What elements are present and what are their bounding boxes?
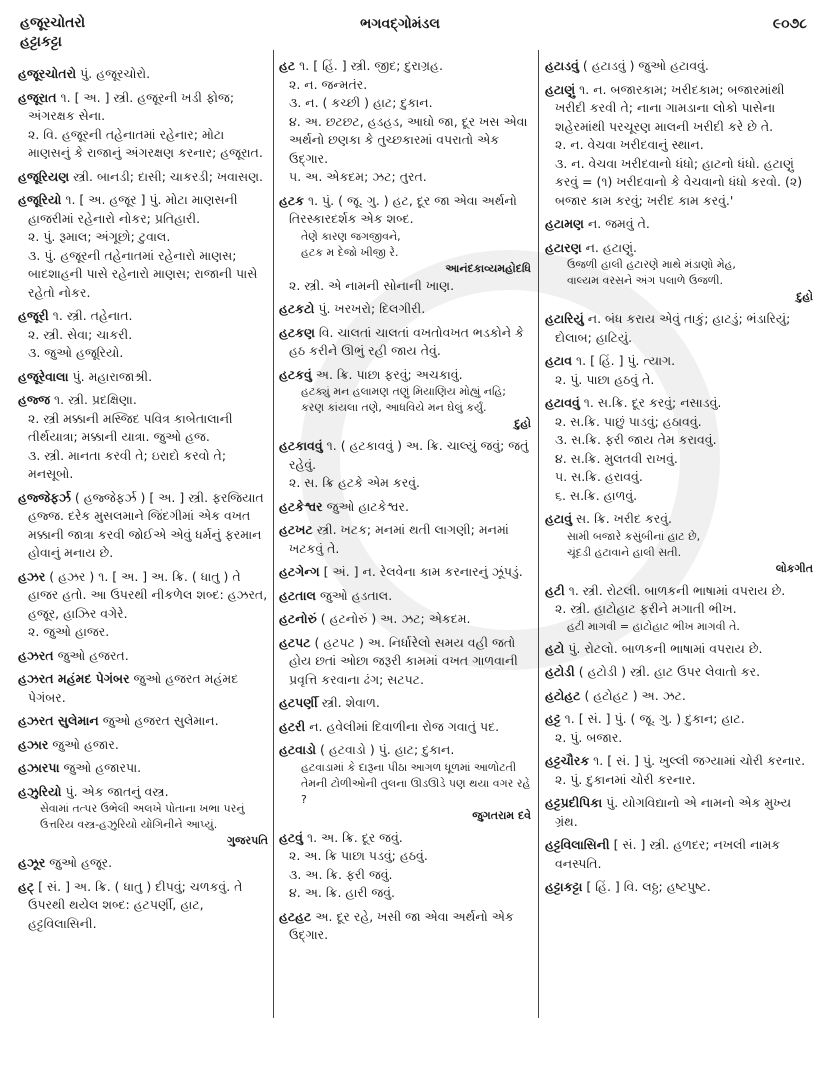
dictionary-entry: [279, 694, 531, 713]
entry-definition: [279, 324, 531, 361]
quotation-source: આનંદકાવ્યમહોદધિ: [445, 261, 531, 275]
definition-text: ( હટનોરું ) અ. ઝટ; એકદમ.: [320, 611, 471, 626]
sense-line: ૨. સ. ક્રિ હટકે એમ કરવું.: [289, 475, 420, 490]
entry-definition: [545, 310, 813, 347]
entry-definition: [279, 57, 531, 76]
dictionary-entry: [545, 752, 813, 789]
definition-text: ૧. અ. ક્રિ. દૂર જવું.: [306, 829, 403, 845]
dictionary-entry: [279, 366, 531, 433]
headword: હટવાડો: [279, 742, 317, 757]
page-title: ભગવદ્ગોમંડલ: [360, 16, 440, 32]
dictionary-entry: [18, 65, 268, 84]
entry-definition: [545, 878, 813, 897]
headword: હઝારપા: [18, 760, 60, 775]
definition-text: જુઓ હડતાલ.: [319, 587, 393, 603]
definition-text: ( હટવાડો ) પું. હાટ; દુકાન.: [320, 742, 455, 757]
definition-text: ૧. પું. ( જૂ. ગુ. ) હટ, દૂર જા એવા અર્થનો તિરસ્કારદર્શક એક શબ્દ.: [289, 192, 517, 226]
sense-line: ૨. સ.ક્રિ. પાછું પાડવું; હઠાવવું.: [555, 413, 702, 429]
dictionary-entry: [545, 57, 813, 76]
entry-definition: [279, 587, 531, 606]
definition-text: [ હિં. ] વિ. લઠ્ઠ; હષ્ટપુષ્ટ.: [586, 879, 711, 894]
headword: હજૂરાત: [18, 89, 57, 105]
definition-text: ૧. [ અ. હજૂર ] પું. મોટા માણસની હાજરીમાં રહેનારો નોકર; પ્રતિહારી.: [28, 192, 238, 226]
dictionary-entry: [279, 634, 531, 690]
dictionary-entry: [545, 215, 813, 234]
headword: હઝરત મહંમદ પેગંબર: [18, 671, 130, 686]
dictionary-entry: [18, 391, 268, 484]
definition-text: ૧. સ્ત્રી. તહેનાત.: [52, 308, 133, 323]
guide-word-last: હટ્ટાકટ્ટા: [20, 34, 62, 50]
page-number: ૯૦૭૮: [772, 16, 807, 32]
column-2: [279, 52, 531, 1062]
entry-definition: [279, 741, 531, 760]
headword: હઝાર: [18, 736, 49, 752]
sense-line: ૩. ન. વેચવા ખરીદવાનો ધંધો; હાટનો ધંધો. હટાણું કરવું = (૧) ખરીદવાનો કે વેચવાનો ધંધો કરવો. (૨) બજાર કામ કરવું; ખરીદ કામ કરવું.': [555, 155, 803, 208]
definition-text: ન. હટાણું.: [585, 239, 637, 255]
definition-text: ( હટોહટ ) અ. ઝટ.: [584, 687, 686, 703]
dictionary-entry: [279, 908, 531, 945]
entry-definition: [545, 794, 813, 831]
entry-definition: [545, 510, 813, 529]
sense-line: ૩. સ્ત્રી. માનતા કરવી તે; ઇરાદો કરવો તે; મનસૂબો.: [28, 447, 227, 481]
entry-definition: [18, 878, 268, 934]
quotation-source: દુહો: [514, 417, 531, 430]
quotation-line: તેણે કારણ જગજીવને,: [301, 229, 401, 243]
headword: હટારિયું: [545, 311, 584, 326]
sense-line: ૫. અ. એકદમ; ઝટ; તુરત.: [289, 169, 427, 184]
definition-text: [ અં. ] ન. રેલવેના કામ કરનારનું ઝૂંપડું.: [323, 564, 523, 579]
sense-line: ૨. પું. બજાર.: [555, 729, 623, 745]
definition-text: ૧. સ્ત્રી. રોટલી. બાળકની ભાષામાં વપરાય છે.: [568, 582, 786, 598]
dictionary-entry: [18, 89, 268, 163]
headword: હટરી: [279, 718, 306, 734]
headword: હજૂરેવાલા: [18, 368, 69, 384]
headword: હટાવવું: [545, 395, 580, 410]
headword: હજ્જેફર્ઝ: [18, 489, 71, 505]
definition-text: જુઓ હજરત.: [57, 647, 129, 663]
headword: હટકવું: [279, 366, 312, 382]
quotation-source: જુગતરામ દવે: [472, 808, 531, 822]
dictionary-entry: [545, 394, 813, 505]
headword: હટાવ: [545, 353, 573, 368]
entry-definition: [18, 712, 268, 731]
definition-text: ૧. સ્ત્રી. પ્રદક્ષિણા.: [54, 392, 137, 407]
definition-text: [ સં. ] અ. ક્રિ. ( ધાતુ ) દીપવું; ચળકવું. તે ઉપરથી થયેલ શબ્દ: હટપર્ણી, હાટ, હટ્ટવિલાસિની.: [28, 878, 243, 931]
definition-text: ૧. સ.ક્રિ. દૂર કરવું; નસાડવું.: [583, 395, 722, 410]
dictionary-entry: [18, 670, 268, 707]
entry-definition: [545, 57, 813, 76]
dictionary-entry: [545, 663, 813, 682]
headword: હટ્ટચૌરક: [545, 753, 590, 768]
column-divider: [273, 50, 274, 1018]
entry-definition: [279, 610, 531, 629]
definition-text: પું. યોગવિદ્યાનો એ નામનો એક મુખ્ય ગ્રંથ.: [555, 795, 792, 829]
definition-text: જુઓ હજારપા.: [63, 760, 142, 775]
entry-definition: [279, 634, 531, 690]
definition-text: ન. બંધ કરાય એવું તાકું; હાટડું; ભંડારિયું; દોલાબ; હાટિયું.: [555, 311, 791, 345]
dictionary-entry: [279, 192, 531, 296]
entry-definition: [18, 65, 268, 84]
dictionary-entry: [18, 854, 268, 873]
headword: હજૂરિયો: [18, 192, 62, 207]
quotation-line: કરણ કાંયલા તણે, આધવિયે મન ઘેલું કર્યું.: [301, 401, 487, 414]
column-3: [545, 52, 813, 1062]
headword: હટવું: [279, 829, 303, 845]
headword: હઝૂર: [18, 855, 46, 870]
dictionary-entry: [545, 239, 813, 306]
dictionary-entry: [545, 582, 813, 635]
headword: હટકેશ્વર: [279, 498, 323, 514]
definition-text: [ સં. ] સ્ત્રી. હળદર; નખલી નામક વનસ્પતિ.: [555, 837, 781, 871]
definition-text: સ્ત્રી. ખટક; મનમાં થતી લાગણી; મનમાં ખટકવું તે.: [289, 522, 509, 556]
definition-text: અ. ક્રિ. પાછા ફરવું; અચકાવું.: [315, 366, 463, 382]
entry-definition: [18, 568, 268, 624]
entry-definition: [18, 191, 268, 228]
dictionary-entry: [279, 563, 531, 582]
dictionary-entry: [545, 687, 813, 706]
headword: હટકટો: [279, 301, 315, 316]
headword: હટપટ: [279, 634, 311, 650]
dictionary-entry: [279, 587, 531, 606]
dictionary-entry: [18, 368, 268, 387]
quotation-line: સામી બજારે કસુંબીનાં હાટ છે,: [567, 529, 701, 543]
dictionary-entry: [279, 437, 531, 493]
entry-definition: [18, 368, 268, 387]
definition-text: પું. એક જાતનું વસ્ત્ર.: [65, 783, 169, 799]
entry-definition: [545, 663, 813, 682]
entry-definition: [279, 563, 531, 582]
dictionary-entry: [18, 568, 268, 642]
quotation-source: દુહો: [796, 290, 813, 303]
entry-definition: [18, 670, 268, 707]
entry-definition: [279, 192, 531, 229]
sense-line: ૨. સ્ત્રી. સેવા; ચાકરી.: [28, 326, 133, 342]
dictionary-entry: [18, 168, 268, 187]
definition-text: ૧. [ હિં. ] પું. ત્યાગ.: [576, 353, 676, 368]
sense-line: ૩. જુઓ હજૂરિયો.: [28, 345, 124, 360]
sense-line: ૨. અ. ક્રિ પાછા પડવું; હઠવું.: [289, 848, 428, 863]
dictionary-entry: [18, 191, 268, 302]
headword: હટો: [545, 640, 565, 656]
definition-text: ૧. [ સં. ] પું. ખુલ્લી જગ્યામાં ચોરી કરનાર.: [593, 753, 806, 768]
entry-definition: [545, 836, 813, 873]
dictionary-entry: [18, 736, 268, 755]
dictionary-entry: [545, 352, 813, 389]
headword: હટ્: [18, 878, 35, 894]
entry-definition: [279, 694, 531, 713]
entry-definition: [18, 391, 268, 410]
headword: હઝરત: [18, 647, 54, 663]
headword: હટોહટ: [545, 687, 581, 703]
entry-definition: [545, 640, 813, 659]
dictionary-entry: [279, 829, 531, 903]
headword: હટકાવવું: [279, 438, 323, 453]
headword: હટક: [279, 192, 304, 208]
sense-line: ૪. અ. ક્રિ. હારી જવું.: [289, 885, 395, 900]
entry-definition: [279, 829, 531, 848]
definition-text: ( હટપટ ) અ. નિર્ધારેલો સમય વહી જતો હોય છતાં ઓછા જરૂરી કામમાં વખત ગાળવાની પ્રવૃત્તિ કરવાના ઢંગ; સટપટ.: [289, 634, 518, 687]
dictionary-entry: [545, 640, 813, 659]
definition-text: ૧. ( હટકાવવું ) અ. ક્રિ. ચાલ્યું જવું; જતું રહેવું.: [289, 438, 529, 472]
headword: હટ્ટ: [545, 711, 561, 726]
entry-definition: [18, 736, 268, 755]
definition-text: પું. હજૂરચોરો.: [80, 66, 151, 81]
definition-text: સ્ત્રી. શેવાળ.: [321, 695, 380, 710]
entry-definition: [279, 521, 531, 558]
headword: હટોડી: [545, 664, 575, 679]
headword: હટપર્ણી: [279, 695, 318, 710]
definition-text: ૧. ન. બજારકામ; ખરીદકામ; બજારમાંથી ખરીદી કરવી તે; નાના ગામડાના લોકો પાસેના શહેરમાંથી પરચૂરણ માલની ખરીદી કરે છે તે.: [555, 81, 785, 134]
dictionary-entry: [545, 794, 813, 831]
headword: હજ્જ: [18, 392, 51, 407]
entry-definition: [279, 366, 531, 385]
entry-definition: [18, 783, 268, 802]
column-1: [18, 60, 268, 1070]
quotation-line: હટક મ દેજો ખીજી રે.: [301, 245, 399, 259]
definition-text: ( હટાડવું ) જુઓ હટાવવું.: [582, 58, 709, 73]
guide-word-first: હજૂરચોતરો: [20, 15, 86, 31]
definition-text: પું. રોટલો. બાળકની ભાષામાં વપરાય છે.: [568, 640, 763, 656]
entry-definition: [18, 168, 268, 187]
quotation-line: હટી માગવી = હાટોહાટ ભીખ માગવી તે.: [567, 619, 740, 633]
dictionary-entry: [545, 878, 813, 897]
entry-definition: [18, 89, 268, 126]
sense-line: ૫. સ.ક્રિ. હરાવવું.: [555, 469, 643, 484]
definition-text: જુઓ હજાર.: [52, 736, 119, 752]
definition-text: અ. દૂર રહે, ખસી જા એવા અર્થનો એક ઉદ્ગાર.: [289, 908, 514, 942]
dictionary-entry: [279, 610, 531, 629]
definition-text: પું. ખરખરો; દિલગીરી.: [318, 301, 426, 316]
dictionary-entry: [545, 510, 813, 577]
entry-definition: [545, 239, 813, 258]
dictionary-entry: [279, 324, 531, 361]
headword: હટ્ટપ્રદીપિકા: [545, 795, 603, 810]
definition-text: ( હઝર ) ૧. [ અ. ] અ. ક્રિ. ( ધાતુ ) તે હાજર હતો. આ ઉપરથી નીકળેલ શબ્દ: હઝરત, હજૂર, હાઝિર વગેરે.: [28, 568, 268, 621]
headword: હટારણ: [545, 239, 582, 255]
headword: હજૂરિયણ: [18, 168, 70, 184]
dictionary-entry: [279, 741, 531, 824]
quotation-line: વાલ્યમ વરસને અંગ પલાળે ઉજળી.: [567, 274, 723, 287]
headword: હટ્ટવિલાસિની: [545, 837, 610, 852]
sense-line: ૩. સ.ક્રિ. ફરી જાય તેમ કરાવવું.: [555, 432, 717, 447]
sense-line: ૩. પું. હજૂરની તહેનાતમાં રહેનારો માણસ; બાદશાહની પાસે રહેનારો માણસ; રાજાની પાસે રહેતો નોકર.: [28, 247, 258, 300]
entry-definition: [545, 710, 813, 729]
definition-text: ન. જમવું તે.: [587, 216, 650, 231]
headword: હટખટ: [279, 522, 313, 537]
definition-text: ૧. [ હિં. ] સ્ત્રી. જીદ; દુરાગ્રહ.: [299, 58, 443, 73]
dictionary-entry: [18, 307, 268, 363]
sense-line: ૬. સ.ક્રિ. હાળવું.: [555, 487, 638, 503]
definition-text: ( હજ્જેફર્ઝ ) [ અ. ] સ્ત્રી. ફરજિયાત હજ્જ. દરેક મુસલમાને જિંદગીમાં એક વખત મક્કાની જાત્રા કરવી જોઈએ એવું ધર્મનું ફરમાન હોવાનું મનાય છે.: [28, 489, 264, 560]
definition-text: વિ. ચાલતાં ચાલતાં વખતોવખત ભડકોને કે હઠ કરીને ઊભું રહી જાય તેવું.: [289, 324, 524, 358]
entry-definition: [545, 215, 813, 234]
headword: હટામણ: [545, 216, 584, 231]
dictionary-entry: [18, 647, 268, 666]
dictionary-entry: [545, 310, 813, 347]
entry-definition: [279, 437, 531, 474]
definition-text: જુઓ હજરત મહંમદ પેગંબર.: [28, 671, 239, 705]
definition-text: સ. ક્રિ. ખરીદ કરવું.: [576, 511, 672, 526]
quotation-line: ઉજળી હાલી હટારણે માથે મંડાણો મેહ,: [567, 258, 736, 271]
headword: હટાવું: [545, 511, 573, 526]
headword: હટતાલ: [279, 587, 316, 603]
definition-text: જુઓ હજૂર.: [49, 855, 113, 870]
column-divider: [538, 50, 539, 1018]
entry-definition: [545, 81, 813, 137]
dictionary-entry: [18, 489, 268, 563]
dictionary-entry: [279, 718, 531, 737]
headword: હટગેન્ગ: [279, 564, 320, 579]
dictionary-entry: [18, 878, 268, 934]
definition-text: સ્ત્રી. બાનડી; દાસી; ચાકરડી; ખવાસણ.: [73, 168, 264, 184]
sense-line: ૨. પું. રૂમાલ; અંગૂછો; ટુવાલ.: [28, 229, 171, 244]
definition-text: પું. મહારાજાશ્રી.: [72, 368, 153, 384]
quotation-line: ચૂંદડી હટાવાને હાલી સતી.: [567, 545, 682, 559]
headword: હજૂરી: [18, 308, 49, 323]
headword: હટ્ટાકટ્ટા: [545, 879, 583, 894]
definition-text: ૧. [ અ. ] સ્ત્રી. હજૂરની ખડી ફોજ; અંગરક્ષક સેના.: [28, 89, 235, 123]
headword: હટનોરું: [279, 611, 317, 626]
headword: હટ: [279, 58, 296, 73]
sense-line: ૪. સ.ક્રિ. મુલતવી રાખવું.: [555, 450, 678, 466]
quotation-line: હટક્યું મન હલામણ તણું મિયાણિય મોહ્યું નહિ;: [301, 385, 506, 398]
sense-line: ૨. સ્ત્રી. હાટોહાટ ફરીને મગાતી ભીખ.: [555, 601, 737, 616]
definition-text: જુઓ હાટકેશ્વર.: [326, 498, 409, 514]
sense-line: ૪. અ. છટછટ, હડહડ, આઘો જા, દૂર ખસ એવા અર્થનો છણકા કે તુચ્છકારમાં વપરાતો એક ઉદ્ગાર.: [289, 113, 528, 166]
entry-definition: [545, 752, 813, 771]
quotation-source: ગુજરપતિ: [226, 834, 268, 847]
entry-definition: [18, 489, 268, 563]
quotation-line: સેવામાં તત્પર ઉભેલી અલખે પોતાના ખભા પરનું ઉત્તરિય વસ્ત્ર-હઝુરિયો યોગિનીને આપ્યું.: [40, 802, 245, 831]
definition-text: જુઓ હજરત સુલેમાન.: [102, 713, 219, 728]
dictionary-entry: [279, 300, 531, 319]
headword: હઝર: [18, 568, 46, 584]
entry-definition: [279, 498, 531, 517]
sense-line: ૨. સ્ત્રી મક્કાની મસ્જિદ પવિત્ર કાબેતાલાની તીર્થયાત્રા; મક્કાની યાત્રા. જુઓ હજ.: [28, 410, 233, 444]
headword: હટકણ: [279, 324, 315, 340]
entry-definition: [18, 854, 268, 873]
entry-definition: [279, 718, 531, 737]
dictionary-entry: [545, 81, 813, 211]
definition-text: ૧. [ સં. ] પું. ( જૂ. ગુ. ) દુકાન; હાટ.: [564, 711, 745, 726]
dictionary-entry: [279, 498, 531, 517]
dictionary-entry: [545, 710, 813, 747]
entry-definition: [279, 300, 531, 319]
sense-line: ૨. પું. પાછા હઠવું તે.: [555, 371, 655, 387]
headword: હજૂરચોતરો: [18, 66, 77, 81]
dictionary-entry: [18, 712, 268, 731]
dictionary-entry: [18, 759, 268, 778]
entry-definition: [18, 759, 268, 778]
sense-line: ૨. વિ. હજૂરની તહેનાતમાં રહેનાર; મોટા માણસનું કે રાજાનું અંગરક્ષણ કરનાર; હજૂરાત.: [28, 126, 263, 160]
dictionary-entry: [279, 521, 531, 558]
definition-text: ( હટોડી ) સ્ત્રી. હાટ ઉપર લેવાતો કર.: [578, 664, 761, 679]
headword: હઝુરિયો: [18, 783, 62, 799]
entry-definition: [545, 687, 813, 706]
headword: હઝરત સુલેમાન: [18, 713, 99, 728]
entry-definition: [279, 908, 531, 945]
sense-line: ૨. ન. વેચવા ખરીદવાનું સ્થાન.: [555, 137, 704, 152]
sense-line: ૨. ન. જન્મતંર.: [289, 76, 368, 92]
quotation-line: હટવાડામાં કે દારૂના પીઠા આગળ ધૂળમાં આળોટતી તેમની ટોળીઓની તુલના ઊડઊડે પણ થયા વગર રહે ?: [301, 760, 531, 806]
dictionary-entry: [279, 57, 531, 187]
dictionary-entry: [18, 783, 268, 850]
sense-line: ૩. ન. ( કચ્છી ) હાટ; દુકાન.: [289, 95, 433, 110]
sense-line: ૩. અ. ક્રિ. ફરી જવું.: [289, 866, 393, 882]
headword: હટહટ: [279, 908, 312, 924]
sense-line: ૨. પું. દુકાનમાં ચોરી કરનાર.: [555, 771, 696, 787]
definition-text: ન. હવેલીમાં દિવાળીના રોજ ગવાતું પદ.: [309, 718, 500, 734]
sense-line: ૨. જુઓ હાજર.: [28, 624, 110, 639]
headword: હટાણું: [545, 81, 576, 97]
guide-words: [20, 14, 85, 52]
entry-definition: [545, 582, 813, 601]
sense-line: ૨. સ્ત્રી. એ નામની સોનાની ખાણ.: [289, 277, 455, 293]
dictionary-entry: [545, 836, 813, 873]
entry-definition: [545, 352, 813, 371]
quotation-source: લોકગીત: [775, 561, 813, 575]
entry-definition: [18, 307, 268, 326]
entry-definition: [545, 394, 813, 413]
entry-definition: [18, 647, 268, 666]
headword: હટાડવું: [545, 58, 579, 73]
headword: હટી: [545, 582, 565, 598]
